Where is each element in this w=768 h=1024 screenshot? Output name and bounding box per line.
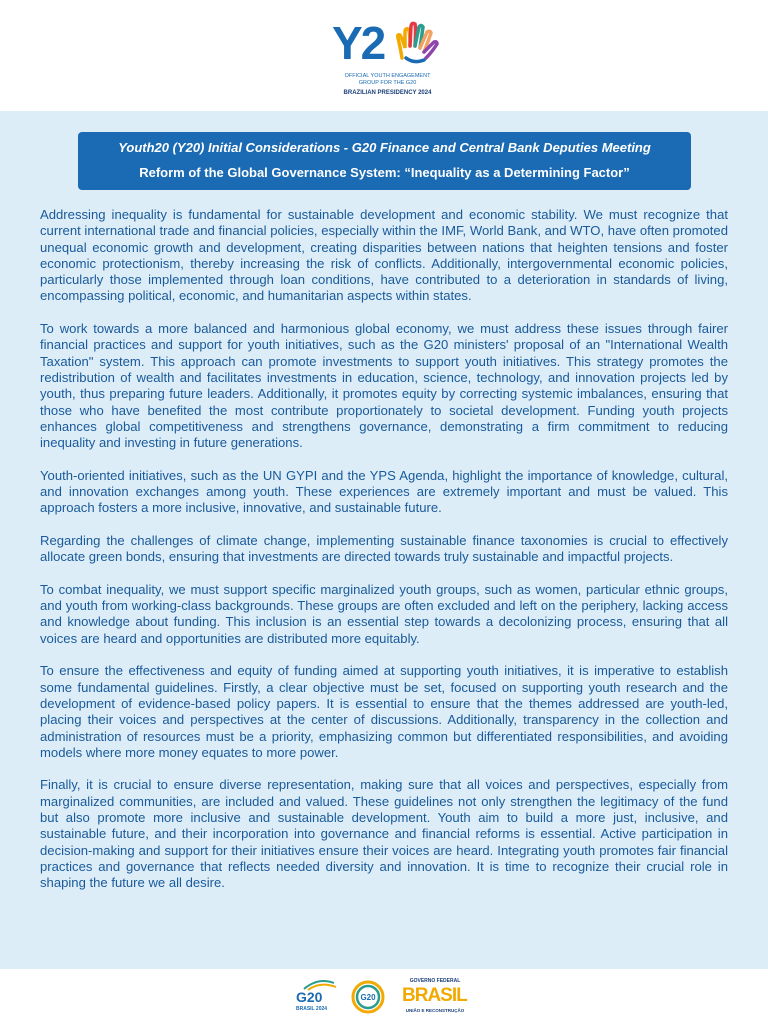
body-text [40,207,728,908]
footer [0,969,768,1024]
gov-brasil-mark [402,986,467,1006]
title-line-1: Youth20 (Y20) Initial Considerations - G20 Finance and Central Bank Deputies Meeting [118,140,651,155]
logo-subtitle-1: OFFICIAL YOUTH ENGAGEMENT [344,73,431,79]
gov-sub-label: UNIÃO E RECONSTRUÇÃO [405,1008,465,1013]
gov-top-label: GOVERNO FEDERAL [409,978,461,984]
g20-round-mark: G20 [360,993,376,1002]
paragraph-2: To work towards a more balanced and harmonious global economy, we must address these issues through fairer financial practices and support for youth initiatives, such as the G20 ministers' proposal of an "International Wealth Taxation" system. This approach can promote investments to support youth initiatives. This strategy promotes the redistribution of wealth and facilitates investments in education, science, technology, and innovation projects led by youth, thus preparing future leaders. Additionally, it promotes equity by correcting systemic imbalances, ensuring that those who have benefited the most contribute proportionately to societal development. Funding youth projects enhances global competitiveness and strengthens governance, demonstrating a firm commitment to reducing inequality and investing in future generations. [40,321,728,451]
g20-subtitle: BRASIL 2024 [296,1006,328,1012]
paragraph-6: To ensure the effectiveness and equity of funding aimed at supporting youth initiatives, it is imperative to establish some fundamental guidelines. Firstly, a clear objective must be set, focused on supporting youth research and the development of evidence-based policy papers. It is essential to ensure that the themes addressed are youth-led, placing their voices and perspectives at the center of discussions. Additionally, transparency in the collection and administration of resources must be a priority, emphasizing common but differentiated responsibilities, and avoiding models where more money equates to more power. [40,663,728,760]
g20-mark: G20 [296,989,323,1005]
paragraph-5: To combat inequality, we must support specific marginalized youth groups, such as women, particular ethnic groups, and youth from working-class backgrounds. These groups are often excluded and left on the periphery, lacking access and knowledge about funding. This inclusion is an essential step towards a decolonizing process, ensuring that all voices are heard and opportunities are distributed more equitably. [40,581,728,646]
title-line-2: Reform of the Global Governance System: “Inequality as a Determining Factor” [139,165,630,180]
paragraph-3: Youth-oriented initiatives, such as the UN GYPI and the YPS Agenda, highlight the importance of knowledge, cultural, and innovation exchanges among youth. These experiences are extremely important and must be valued. This approach fosters a more inclusive, innovative, and sustainable future. [40,467,728,516]
logo-subtitle-3: BRAZILIAN PRESIDENCY 2024 [343,90,432,96]
g20-brasil-logo [294,977,340,1017]
logo-subtitle-2: GROUP FOR THE G20 [358,80,417,86]
document-body [0,111,768,969]
header [0,0,768,111]
g20-round-logo-icon [350,979,386,1015]
paragraph-1: Addressing inequality is fundamental for sustainable development and economic stability. We must recognize that current international trade and financial policies, especially within the IMF, World Bank, and WTO, have often promoted unequal economic growth and development, creating disparities between nations that heighten tensions and foster economic protectionism, thereby increasing the risk of conflicts. Additionally, intergovernmental economic policies, particularly those implemented through loan conditions, have contributed to a deterioration in standards of living, encompassing political, economic, and humanitarian aspects within states. [40,207,728,304]
paragraph-4: Regarding the challenges of climate change, implementing sustainable finance taxonomies is crucial to effectively allocate green bonds, ensuring that investments are directed towards truly sustainable and impactful projects. [40,532,728,565]
hands-icon [394,18,444,68]
y20-logo [330,18,445,102]
governo-federal-logo [400,978,470,1018]
paragraph-7: Finally, it is crucial to ensure diverse representation, making sure that all voices and perspectives, especially from marginalized communities, are included and valued. These guidelines not only strengthen the legitimacy of the fund but also promote more inclusive and sustainable development. Youth aim to build a more just, inclusive, and sustainable future, and their incorporation into governance and financial reforms is essential. Active participation in decision-making and support for their initiatives ensure their voices are heard. Integrating youth promotes fair financial practices and governance that reflects needed diversity and innovation. It is time to recognize their crucial role in shaping the future we all desire. [40,777,728,891]
logo-mark: Y2 [332,17,385,69]
gov-brasil-word: BRASIL [402,985,467,1006]
title-banner [78,132,691,190]
